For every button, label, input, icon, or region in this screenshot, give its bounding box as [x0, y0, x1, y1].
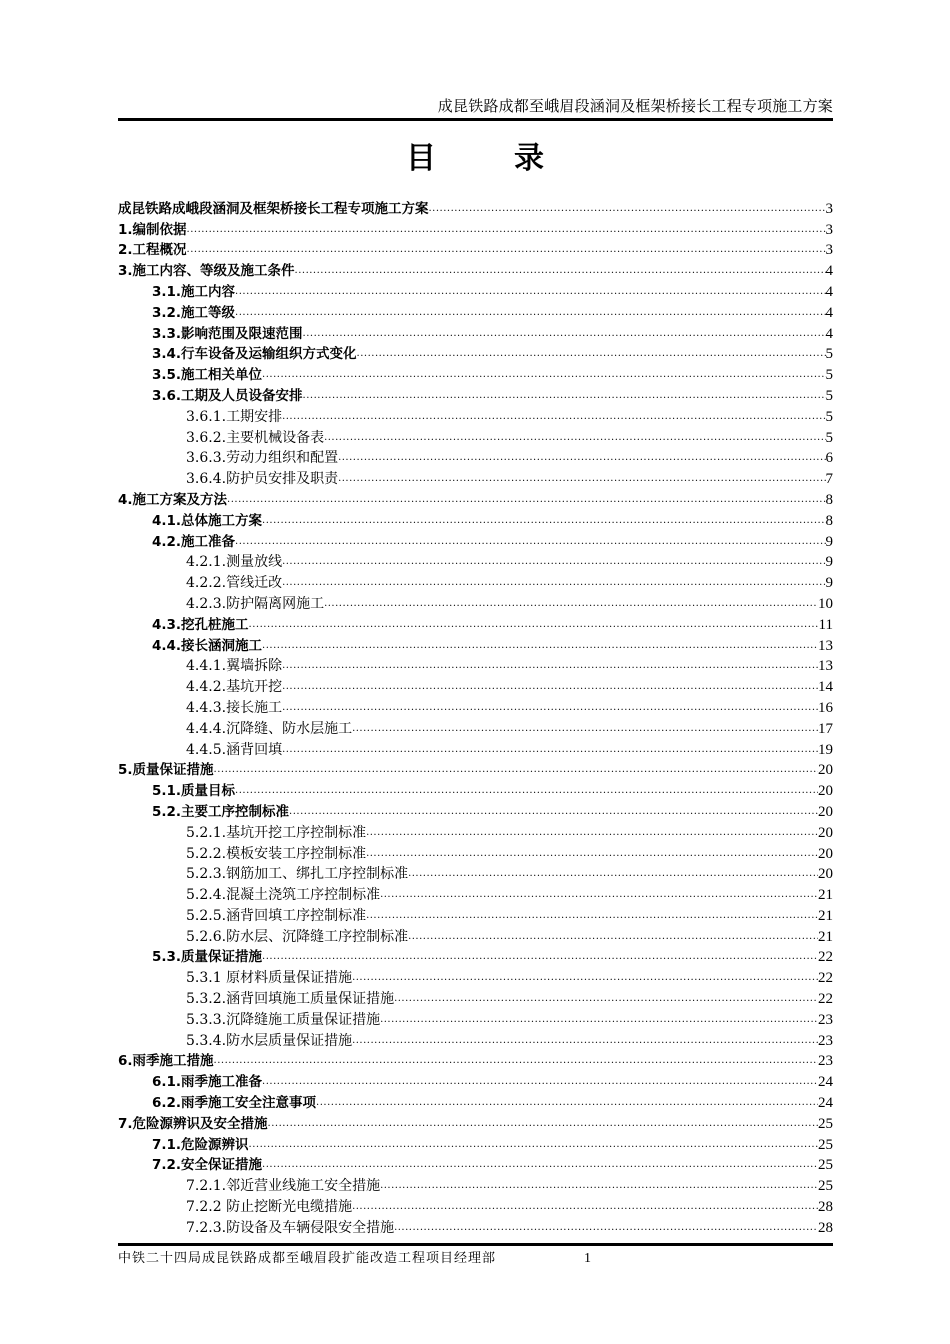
- toc-entry-label: 5.3.2.涵背回填施工质量保证措施: [186, 991, 395, 1008]
- toc-dot-leader: [352, 1200, 818, 1214]
- toc-entry-page: 5: [825, 346, 833, 363]
- toc-entry[interactable]: [118, 946, 833, 967]
- toc-entry[interactable]: [118, 301, 833, 322]
- toc-dot-leader: [366, 847, 818, 861]
- toc-entry-page: 3: [825, 221, 833, 238]
- toc-entry-page: 13: [818, 658, 833, 675]
- toc-entry[interactable]: [118, 675, 833, 696]
- toc-entry-page: 25: [818, 1157, 833, 1174]
- toc-dot-leader: [366, 909, 818, 923]
- toc-dot-leader: [282, 555, 825, 569]
- toc-dot-leader: [303, 389, 826, 403]
- toc-entry-page: 5: [825, 387, 833, 404]
- toc-dot-leader: [262, 514, 825, 528]
- toc-entry[interactable]: [118, 509, 833, 530]
- toc-entry-page: 25: [818, 1178, 833, 1195]
- toc-dot-leader: [380, 888, 818, 902]
- toc-entry-label: 7.2.3.防设备及车辆侵限安全措施: [186, 1219, 395, 1236]
- toc-entry-page: 16: [818, 699, 833, 716]
- toc-entry-label: 5.2.1.基坑开挖工序控制标准: [186, 824, 367, 841]
- toc-dot-leader: [282, 576, 825, 590]
- footer-page-number: 1: [584, 1251, 591, 1266]
- toc-dot-leader: [214, 763, 818, 777]
- toc-entry-page: 20: [818, 845, 833, 862]
- toc-entry[interactable]: [118, 259, 833, 280]
- toc-dot-leader: [295, 264, 826, 278]
- toc-dot-leader: [380, 1179, 818, 1193]
- toc-entry[interactable]: [118, 717, 833, 738]
- toc-entry-page: 5: [825, 367, 833, 384]
- toc-entry-label: 5.3.质量保证措施: [152, 949, 263, 966]
- toc-dot-leader: [282, 410, 825, 424]
- toc-entry[interactable]: [118, 1029, 833, 1050]
- toc-entry-page: 23: [818, 1053, 833, 1070]
- toc-entry[interactable]: [118, 613, 833, 634]
- toc-dot-leader: [366, 826, 818, 840]
- toc-entry[interactable]: [118, 447, 833, 468]
- toc-entry[interactable]: [118, 1133, 833, 1154]
- toc-entry-label: 5.2.3.钢筋加工、绑扎工序控制标准: [186, 866, 409, 883]
- toc-entry[interactable]: [118, 966, 833, 987]
- toc-dot-leader: [249, 618, 819, 632]
- toc-entry[interactable]: [118, 1216, 833, 1237]
- toc-entry[interactable]: [118, 696, 833, 717]
- toc-entry-page: 24: [818, 1074, 833, 1091]
- toc-entry-page: 28: [818, 1219, 833, 1236]
- toc-entry-label: 7.2.1.邻近营业线施工安全措施: [186, 1178, 381, 1195]
- toc-dot-leader: [357, 347, 826, 361]
- toc-entry-page: 5: [825, 429, 833, 446]
- toc-entry-page: 22: [818, 949, 833, 966]
- toc-dot-leader: [268, 1117, 818, 1131]
- toc-entry[interactable]: [118, 655, 833, 676]
- toc-entry[interactable]: [118, 363, 833, 384]
- toc-dot-leader: [227, 493, 825, 507]
- toc-entry-label: 3.3.影响范围及限速范围: [152, 325, 303, 342]
- toc-entry-page: 24: [818, 1095, 833, 1112]
- toc-entry[interactable]: [118, 1154, 833, 1175]
- toc-entry[interactable]: [118, 197, 833, 218]
- toc-title: 目 录: [406, 141, 568, 176]
- toc-dot-leader: [352, 722, 818, 736]
- toc-entry-label: 6.2.雨季施工安全注意事项: [152, 1095, 317, 1112]
- toc-entry-page: 28: [818, 1199, 833, 1216]
- toc-dot-leader: [187, 223, 826, 237]
- toc-entry-page: 6: [825, 450, 833, 467]
- toc-entry-page: 3: [825, 242, 833, 259]
- toc-entry-label: 5.2.4.混凝土浇筑工序控制标准: [186, 887, 381, 904]
- toc-dot-leader: [282, 743, 818, 757]
- toc-entry-label: 4.2.2.管线迁改: [186, 575, 283, 592]
- toc-entry[interactable]: [118, 384, 833, 405]
- toc-dot-leader: [338, 472, 825, 486]
- toc-dot-leader: [380, 1013, 818, 1027]
- toc-dot-leader: [235, 784, 818, 798]
- toc-entry-page: 7: [825, 471, 833, 488]
- toc-dot-leader: [282, 659, 818, 673]
- toc-entry-label: 5.2.6.防水层、沉降缝工序控制标准: [186, 928, 409, 945]
- toc-entry-label: 4.4.接长涵洞施工: [152, 637, 263, 654]
- toc-entry[interactable]: [118, 1070, 833, 1091]
- toc-entry[interactable]: [118, 405, 833, 426]
- toc-dot-leader: [262, 368, 825, 382]
- toc-entry-page: 20: [818, 824, 833, 841]
- toc-entry[interactable]: [118, 863, 833, 884]
- toc-entry-label: 4.4.2.基坑开挖: [186, 679, 283, 696]
- toc-entry-label: 3.2.施工等级: [152, 304, 236, 321]
- toc-entry-label: 4.4.5.涵背回填: [186, 741, 283, 758]
- toc-dot-leader: [324, 431, 825, 445]
- toc-dot-leader: [235, 306, 825, 320]
- toc-entry-page: 14: [818, 679, 833, 696]
- toc-entry-label: 5.2.5.涵背回填工序控制标准: [186, 907, 367, 924]
- toc-entry-page: 21: [818, 907, 833, 924]
- toc-dot-leader: [249, 1138, 818, 1152]
- toc-entry-label: 5.3.1 原材料质量保证措施: [186, 970, 353, 987]
- toc-entry-page: 23: [818, 1011, 833, 1028]
- toc-entry[interactable]: [118, 571, 833, 592]
- toc-entry-page: 5: [825, 408, 833, 425]
- toc-entry-label: 2.工程概况: [118, 242, 187, 259]
- toc-dot-leader: [303, 327, 826, 341]
- toc-entry-label: 1.编制依据: [118, 221, 187, 238]
- toc-entry-label: 4.2.1.测量放线: [186, 554, 283, 571]
- toc-dot-leader: [235, 535, 825, 549]
- toc-entry[interactable]: [118, 218, 833, 239]
- toc-entry-label: 6.1.雨季施工准备: [152, 1074, 263, 1091]
- toc-dot-leader: [282, 680, 818, 694]
- toc-entry-label: 3.6.4.防护员安排及职责: [186, 471, 339, 488]
- toc-entry-page: 8: [825, 491, 833, 508]
- toc-entry-page: 22: [818, 991, 833, 1008]
- toc-entry-page: 21: [818, 928, 833, 945]
- toc-entry-label: 7.1.危险源辨识: [152, 1136, 249, 1153]
- toc-entry-label: 5.2.主要工序控制标准: [152, 803, 290, 820]
- toc-entry[interactable]: [118, 1112, 833, 1133]
- toc-dot-leader: [338, 451, 825, 465]
- toc-entry-label: 5.3.3.沉降缝施工质量保证措施: [186, 1011, 381, 1028]
- toc-entry-page: 20: [818, 866, 833, 883]
- toc-entry[interactable]: [118, 842, 833, 863]
- toc-entry-label: 6.雨季施工措施: [118, 1053, 214, 1070]
- toc-dot-leader: [262, 1158, 818, 1172]
- toc-entry-label: 3.6.1.工期安排: [186, 408, 283, 425]
- toc-entry-label: 5.3.4.防水层质量保证措施: [186, 1032, 353, 1049]
- toc-entry-page: 19: [818, 741, 833, 758]
- toc-entry-page: 22: [818, 970, 833, 987]
- toc-dot-leader: [187, 243, 826, 257]
- toc-entry[interactable]: [118, 821, 833, 842]
- footer-divider: [118, 1243, 833, 1246]
- toc-entry[interactable]: [118, 738, 833, 759]
- toc-dot-leader: [262, 950, 818, 964]
- toc-entry-page: 23: [818, 1032, 833, 1049]
- toc-entry[interactable]: [118, 426, 833, 447]
- table-of-contents: [118, 197, 833, 1237]
- toc-entry-label: 5.1.质量目标: [152, 783, 236, 800]
- toc-entry-label: 成昆铁路成峨段涵洞及框架桥接长工程专项施工方案: [118, 200, 429, 217]
- toc-entry[interactable]: [118, 904, 833, 925]
- toc-entry-label: 7.2.安全保证措施: [152, 1157, 263, 1174]
- toc-entry-label: 3.6.3.劳动力组织和配置: [186, 450, 339, 467]
- toc-entry-label: 4.2.施工准备: [152, 533, 236, 550]
- toc-entry-page: 21: [818, 887, 833, 904]
- toc-entry[interactable]: [118, 987, 833, 1008]
- toc-entry[interactable]: [118, 343, 833, 364]
- toc-entry-page: 4: [825, 263, 833, 280]
- toc-dot-leader: [289, 805, 818, 819]
- toc-entry[interactable]: [118, 1174, 833, 1195]
- toc-entry-label: 3.6.2.主要机械设备表: [186, 429, 325, 446]
- toc-entry-label: 4.4.3.接长施工: [186, 699, 283, 716]
- toc-dot-leader: [394, 1221, 818, 1235]
- toc-entry-label: 3.6.工期及人员设备安排: [152, 387, 303, 404]
- toc-entry-page: 9: [825, 575, 833, 592]
- toc-dot-leader: [394, 992, 818, 1006]
- toc-entry-page: 10: [818, 595, 833, 612]
- toc-entry-page: 9: [825, 533, 833, 550]
- toc-entry[interactable]: [118, 800, 833, 821]
- toc-entry-label: 5.质量保证措施: [118, 762, 214, 779]
- toc-entry[interactable]: [118, 488, 833, 509]
- toc-entry-page: 20: [818, 783, 833, 800]
- toc-entry-page: 4: [825, 283, 833, 300]
- toc-entry-label: 3.施工内容、等级及施工条件: [118, 263, 295, 280]
- toc-entry[interactable]: [118, 551, 833, 572]
- toc-entry[interactable]: [118, 779, 833, 800]
- toc-dot-leader: [324, 597, 818, 611]
- toc-dot-leader: [429, 202, 826, 216]
- toc-entry[interactable]: [118, 925, 833, 946]
- toc-entry[interactable]: [118, 239, 833, 260]
- header-divider: [118, 118, 833, 121]
- toc-dot-leader: [408, 930, 818, 944]
- toc-dot-leader: [352, 1034, 818, 1048]
- toc-entry-page: 3: [825, 200, 833, 217]
- toc-entry[interactable]: [118, 759, 833, 780]
- toc-entry[interactable]: [118, 1008, 833, 1029]
- toc-entry-label: 4.2.3.防护隔离网施工: [186, 595, 325, 612]
- toc-dot-leader: [235, 285, 825, 299]
- toc-dot-leader: [214, 1054, 818, 1068]
- toc-entry-page: 13: [818, 637, 833, 654]
- toc-entry-page: 20: [818, 803, 833, 820]
- toc-entry[interactable]: [118, 467, 833, 488]
- toc-dot-leader: [408, 867, 818, 881]
- toc-entry-label: 3.4.行车设备及运输组织方式变化: [152, 346, 357, 363]
- toc-entry[interactable]: [118, 634, 833, 655]
- toc-entry-label: 3.1.施工内容: [152, 283, 236, 300]
- toc-entry-label: 5.2.2.模板安装工序控制标准: [186, 845, 367, 862]
- toc-entry[interactable]: [118, 1050, 833, 1071]
- toc-dot-leader: [352, 971, 818, 985]
- toc-entry[interactable]: [118, 322, 833, 343]
- page-header: 成昆铁路成都至峨眉段涵洞及框架桥接长工程专项施工方案: [437, 97, 833, 115]
- toc-entry-page: 17: [818, 720, 833, 737]
- toc-entry-page: 4: [825, 304, 833, 321]
- toc-entry[interactable]: [118, 530, 833, 551]
- toc-entry-page: 25: [818, 1115, 833, 1132]
- toc-dot-leader: [262, 1075, 818, 1089]
- toc-entry[interactable]: [118, 280, 833, 301]
- toc-entry-page: 8: [825, 512, 833, 529]
- toc-entry[interactable]: [118, 1195, 833, 1216]
- toc-entry-label: 4.4.1.翼墙拆除: [186, 658, 283, 675]
- toc-entry-page: 25: [818, 1136, 833, 1153]
- toc-entry-label: 4.4.4.沉降缝、防水层施工: [186, 720, 353, 737]
- toc-dot-leader: [316, 1096, 818, 1110]
- toc-dot-leader: [262, 639, 818, 653]
- toc-entry[interactable]: [118, 592, 833, 613]
- toc-entry-label: 3.5.施工相关单位: [152, 367, 263, 384]
- toc-entry-label: 4.3.挖孔桩施工: [152, 616, 249, 633]
- toc-entry[interactable]: [118, 1091, 833, 1112]
- toc-dot-leader: [282, 701, 818, 715]
- footer-organization: 中铁二十四局成昆铁路成都至峨眉段扩能改造工程项目经理部: [118, 1251, 497, 1266]
- toc-entry-page: 4: [825, 325, 833, 342]
- toc-entry-page: 9: [825, 554, 833, 571]
- toc-entry-page: 11: [818, 616, 833, 633]
- toc-entry-label: 7.2.2 防止挖断光电缆措施: [186, 1199, 353, 1216]
- toc-entry-label: 7.危险源辨识及安全措施: [118, 1115, 268, 1132]
- toc-entry-page: 20: [818, 762, 833, 779]
- toc-entry-label: 4.1.总体施工方案: [152, 512, 263, 529]
- toc-entry[interactable]: [118, 883, 833, 904]
- toc-entry-label: 4.施工方案及方法: [118, 491, 228, 508]
